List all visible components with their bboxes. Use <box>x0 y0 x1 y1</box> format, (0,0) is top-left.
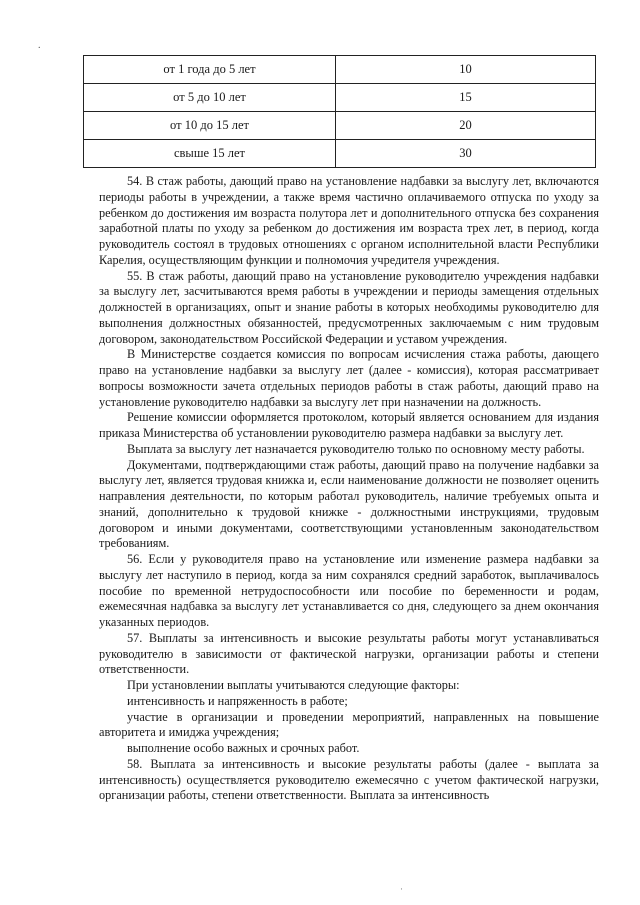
bonus-percent-cell: 30 <box>336 140 596 168</box>
seniority-range-cell: от 5 до 10 лет <box>84 84 336 112</box>
bonus-percent-cell: 15 <box>336 84 596 112</box>
bonus-percent-cell: 20 <box>336 112 596 140</box>
paragraph: 57. Выплаты за интенсивность и высокие результаты работы могут устанавливаться руководителю в зависимости от фактической нагрузки, организации работы и степени ответственности. <box>99 630 599 677</box>
seniority-range-cell: от 1 года до 5 лет <box>84 56 336 84</box>
paragraph: Документами, подтверждающими стаж работы, дающий право на получение надбавки за выслугу лет, является трудовая книжка и, если наименование должности не позволяет оценить направления деятельности, по которым работал руководитель, наличие требуемых опыта и знаний, дополнительно к трудовой книжке - должностными инструкциями, трудовым договором и иными документами, соответствующими установленным законодательством требованиям. <box>99 457 599 551</box>
seniority-range-cell: от 10 до 15 лет <box>84 112 336 140</box>
paragraph: При установлении выплаты учитываются следующие факторы: <box>127 678 460 692</box>
paragraph: выполнение особо важных и срочных работ. <box>127 741 360 755</box>
paragraph: Выплата за выслугу лет назначается руководителю только по основному месту работы. <box>127 441 585 456</box>
document-body <box>99 174 599 804</box>
table-row <box>84 84 596 112</box>
paragraph: 58. Выплата за интенсивность и высокие результаты работы (далее - выплата за интенсивность) осуществляется руководителю ежемесячно с учетом фактической нагрузки, организации работы, степени ответственности. Выплата за интенсивность <box>99 756 599 803</box>
table-row <box>84 112 596 140</box>
paragraph: интенсивность и напряженность в работе; <box>127 693 348 708</box>
page-mark: . <box>38 40 41 51</box>
paragraph: В Министерстве создается комиссия по вопросам исчисления стажа работы, дающего право на установление надбавки за выслугу лет (далее - комиссия), которая рассматривает вопросы возможности зачета отдельных периодов работы в стаж работы, дающий право на установление руководителю надбавки за выслугу лет при назначении на должность. <box>99 347 599 409</box>
bonus-percent-cell: 10 <box>336 56 596 84</box>
paragraph: 56. Если у руководителя право на установление или изменение размера надбавки за выслугу лет наступило в период, когда за ним сохранялся средний заработок, выплачивалось пособие по временной нетрудоспособности или пособие по беременности и родам, ежемесячная надбавка за выслугу лет устанавливается со дня, следующего за днем окончания указанных периодов. <box>99 552 599 629</box>
table-row <box>84 56 596 84</box>
paragraph: 55. В стаж работы, дающий право на установление руководителю учреждения надбавки за выслугу лет, засчитываются время работы в учреждении и периоды замещения отдельных должностей в организациях, опыт и знание работы в которых необходимы руководителю для выполнения должностных обязанностей, предусмотренных заключаемым с ним трудовым договором, законодательством Российской Федерации и уставом учреждения. <box>99 268 599 346</box>
seniority-range-cell: свыше 15 лет <box>84 140 336 168</box>
paragraph: участие в организации и проведении мероприятий, направленных на повышение авторитета и имиджа учреждения; <box>99 709 599 740</box>
paragraph: 54. В стаж работы, дающий право на установление надбавки за выслугу лет, включаются периоды работы в учреждении, а также время частично оплачиваемого отпуска по уходу за ребенком до достижения им возраста полутора лет и дополнительного отпуска без сохранения заработной платы по уходу за ребенком до достижения им возраста трех лет, в период, когда руководитель состоял в трудовых отношениях с органом исполнительной власти Республики Карелия, осуществляющим функции и полномочия учредителя учреждения. <box>99 174 599 267</box>
table-row <box>84 140 596 168</box>
footer-mark: · <box>400 884 403 894</box>
seniority-table <box>83 55 596 168</box>
paragraph: Решение комиссии оформляется протоколом, который является основанием для издания приказа Министерства об установлении руководителю размера надбавки за выслугу лет. <box>99 410 599 440</box>
